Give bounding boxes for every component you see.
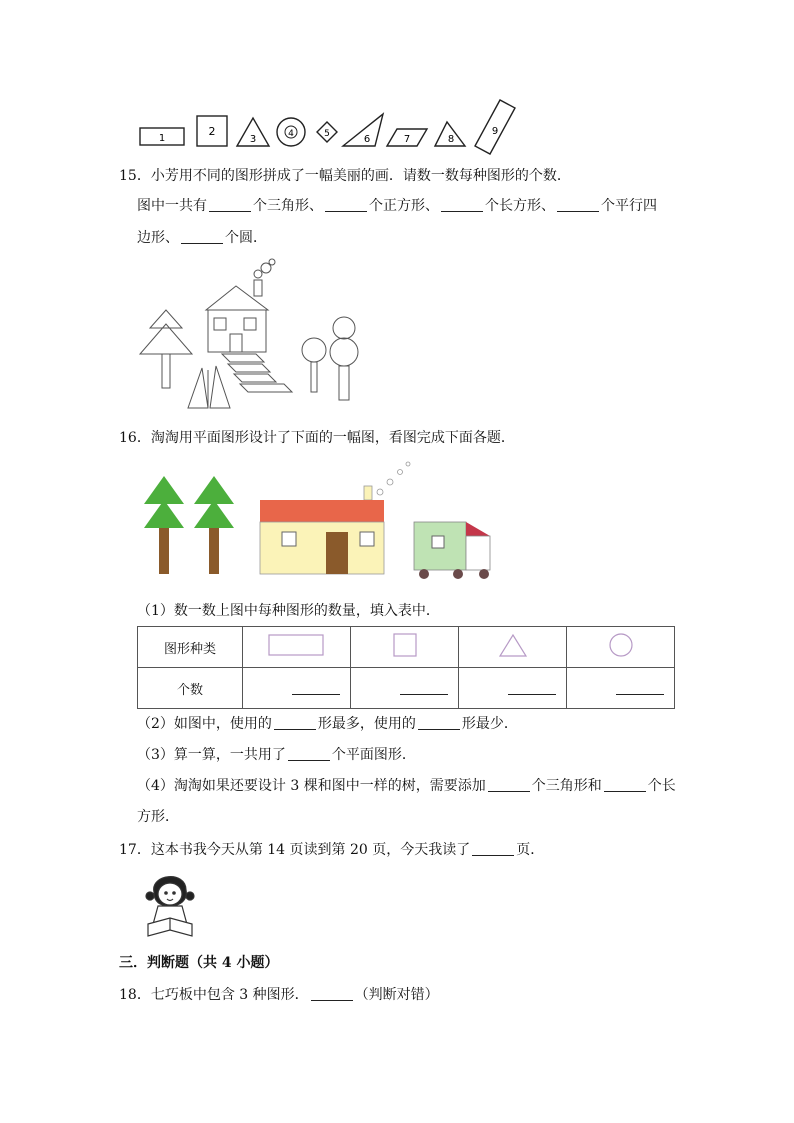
house-door [230, 334, 242, 352]
q15-line2 [137, 228, 267, 248]
answer-blank-circles[interactable] [181, 229, 223, 244]
girl-eye-left [165, 892, 167, 894]
q17-text-b: 页． [516, 842, 545, 858]
smoke-dot-4 [406, 462, 410, 466]
triangle-icon [498, 632, 528, 658]
answer-blank-least[interactable] [418, 715, 460, 730]
path-parallelogram-2 [228, 364, 270, 372]
path-triangle-2 [210, 366, 230, 408]
q16-sub2-text-b: 形最多，使用的 [317, 716, 416, 732]
table-row [138, 627, 675, 668]
q18-text-b: （判断对错） [354, 987, 439, 1003]
answer-blank-pages[interactable] [472, 841, 514, 856]
q15-number: 15． [119, 168, 151, 184]
answer-blank-most[interactable] [274, 715, 316, 730]
path-parallelogram-4 [240, 384, 292, 392]
answer-blank[interactable] [400, 680, 448, 695]
house-window-right [244, 318, 256, 330]
chimney [254, 280, 262, 296]
path-parallelogram-1 [222, 354, 264, 362]
q16-text: 淘淘用平面图形设计了下面的一幅图，看图完成下面各题． [150, 430, 515, 446]
q15-text-g: 个圆． [225, 230, 267, 246]
answer-blank[interactable] [292, 680, 340, 695]
tree1-trunk [159, 528, 169, 574]
tree2-triangle-bottom [194, 500, 234, 528]
shape-label-3: 3 [249, 134, 257, 145]
house-door [326, 532, 348, 574]
house-chimney [364, 486, 372, 500]
house-roof-rect [260, 500, 384, 522]
table-cell-triangle [459, 627, 567, 668]
q17-number: 17． [119, 842, 151, 858]
q16-sub3-text-b: 个平面图形． [331, 747, 416, 763]
house-roof [206, 286, 268, 310]
shape-label-1: 1 [158, 133, 166, 144]
square-icon [392, 632, 418, 658]
section3-title: 三．判断题（共 4 小题） [119, 955, 279, 971]
q16-sub1: （1）数一数上图中每种图形的数量，填入表中． [137, 603, 440, 619]
table-header-shape-type: 图形种类 [138, 627, 243, 668]
q16-colored-picture [136, 458, 496, 586]
shape-label-9: 9 [491, 126, 499, 137]
tree2-trunk [209, 528, 219, 574]
rectangle-icon [267, 633, 327, 657]
q15-text-b: 个三角形、 [253, 198, 323, 214]
answer-blank-triangles-needed[interactable] [488, 777, 530, 792]
q16-sub4-text-b: 个三角形和 [531, 778, 602, 794]
circle-icon [607, 631, 635, 659]
house-window-left [282, 532, 296, 546]
q18-question [119, 985, 439, 1005]
count-cell-triangle[interactable] [459, 668, 567, 709]
house-window-right [360, 532, 374, 546]
house-window-left [214, 318, 226, 330]
shape-label-2: 2 [208, 125, 216, 138]
q16-sub4-text-c: 个长 [647, 778, 676, 794]
q16-sub2-text-c: 形最少． [461, 716, 518, 732]
answer-blank-rectangles-needed[interactable] [604, 777, 646, 792]
q16-sub2-text-a: （2）如图中，使用的 [137, 716, 272, 732]
q16-sub4-text-a: （4）淘淘如果还要设计 3 棵和图中一样的树，需要添加 [137, 778, 486, 794]
house-wall [260, 522, 384, 574]
table-cell-square [351, 627, 459, 668]
smoke-circle-3 [269, 259, 275, 265]
truck-wheel-1 [419, 569, 429, 579]
q15-line1 [137, 196, 657, 216]
round-tree-circle-left [302, 338, 326, 362]
tree1-triangle-top [144, 476, 184, 504]
girl-hair-bun-right [186, 892, 194, 900]
shape-label-8: 8 [447, 134, 455, 145]
round-tree-trunk-right [339, 366, 349, 400]
girl-reading-illustration [140, 866, 200, 942]
q18-number: 18． [119, 987, 151, 1003]
smoke-dot-3 [398, 470, 403, 475]
smoke-dot-2 [387, 479, 393, 485]
smoke-circle-2 [261, 263, 271, 273]
q16-sub2 [137, 714, 518, 734]
truck-cab-triangle [466, 522, 490, 536]
q15-text-d: 个长方形、 [485, 198, 555, 214]
truck-wheel-3 [479, 569, 489, 579]
answer-blank-rectangles[interactable] [441, 197, 483, 212]
q15-shape-picture [136, 258, 366, 413]
smoke-dot-1 [377, 489, 383, 495]
answer-blank[interactable] [508, 680, 556, 695]
q16-number: 16． [119, 430, 151, 446]
truck-cab [466, 536, 490, 570]
house-body [208, 310, 266, 352]
answer-blank[interactable] [616, 680, 664, 695]
truck-wheel-2 [453, 569, 463, 579]
q16-sub3-text-a: （3）算一算，一共用了 [137, 747, 286, 763]
q16-sub4-cont: 方形． [137, 809, 179, 825]
q15-text-f: 边形、 [137, 230, 179, 246]
answer-blank-total[interactable] [288, 746, 330, 761]
count-cell-rectangle[interactable] [243, 668, 351, 709]
round-tree-trunk-left [311, 362, 317, 392]
q18-text-a: 七巧板中包含 3 种图形． [150, 987, 309, 1003]
table-row [138, 668, 675, 709]
girl-eye-right [173, 892, 175, 894]
path-triangle-1 [188, 368, 208, 408]
round-tree-circle-bottom [330, 338, 358, 366]
q16-sub3 [137, 745, 416, 765]
answer-blank-true-false[interactable] [311, 986, 353, 1001]
q15-text-c: 个正方形、 [369, 198, 439, 214]
q15-text-a: 图中一共有 [137, 198, 207, 214]
answer-blank-squares[interactable] [325, 197, 367, 212]
q15-text: 小芳用不同的图形拼成了一幅美丽的画．请数一数每种图形的个数． [150, 168, 571, 184]
count-cell-circle[interactable] [567, 668, 675, 709]
q17-text-a: 这本书我今天从第 14 页读到第 20 页，今天我读了 [150, 842, 471, 858]
shape-row-figure [135, 96, 525, 156]
tree2-triangle-top [194, 476, 234, 504]
shape-label-7: 7 [403, 134, 411, 145]
girl-hair-bun-left [146, 892, 154, 900]
table-header-count: 个数 [138, 668, 243, 709]
tree-trunk [162, 354, 170, 388]
q15-question [119, 166, 571, 186]
q15-text-e: 个平行四 [601, 198, 657, 214]
count-cell-square[interactable] [351, 668, 459, 709]
table-cell-rectangle [243, 627, 351, 668]
shape-label-5: 5 [324, 129, 330, 139]
smoke-circle-1 [254, 270, 262, 278]
girl-face [158, 883, 182, 905]
table-cell-circle [567, 627, 675, 668]
shape-label-6: 6 [363, 134, 371, 145]
shape-label-4: 4 [288, 129, 294, 139]
tree1-triangle-bottom [144, 500, 184, 528]
q16-question [119, 428, 515, 448]
round-tree-circle-top [333, 317, 355, 339]
q17-question [119, 840, 544, 860]
path-parallelogram-3 [234, 374, 276, 382]
q16-sub4 [137, 776, 676, 796]
answer-blank-triangles[interactable] [209, 197, 251, 212]
truck-window [432, 536, 444, 548]
tree-triangle-top [150, 310, 182, 328]
shape-count-table [137, 626, 675, 709]
answer-blank-parallelograms[interactable] [557, 197, 599, 212]
